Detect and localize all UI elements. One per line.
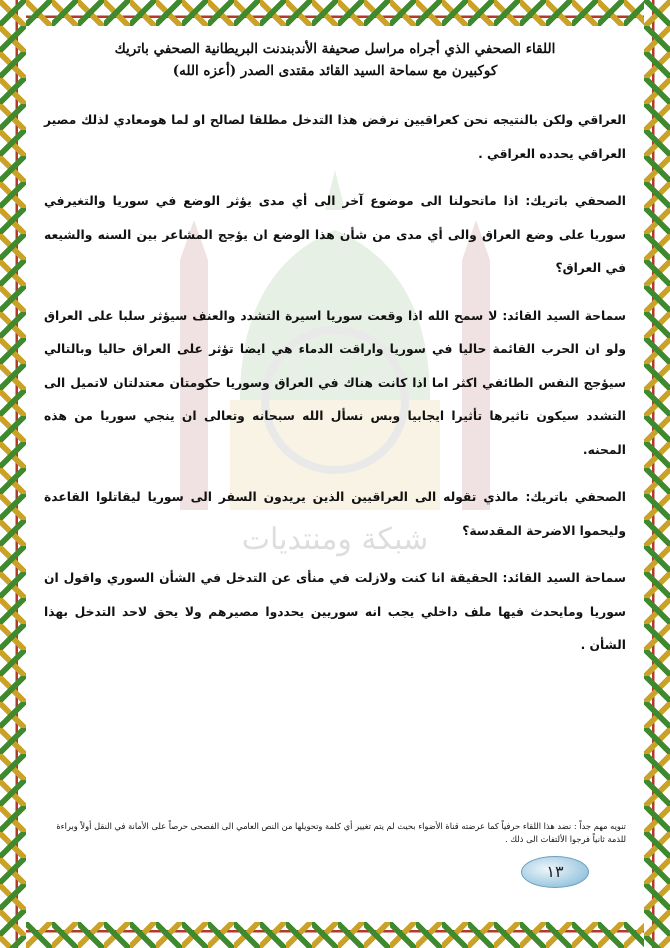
title-line-2: كوكبيرن مع سماحة السيد القائد مقتدى الصدر (أعزه الله) [172,63,498,79]
paragraph: سماحة السيد القائد: الحقيقة انا كنت ولازلت في منأى عن التدخل في الشأن السوري واقول ان سوريا ومايحدث فيها ملف داخلي يجب انه سوريين يحددوا مصيرهم ولا يحق لاحد التدخل بهذا الشأن . [44,571,626,652]
page-number-badge: ١٣ [521,856,589,888]
interview-body [44,104,626,677]
paragraph: سماحة السيد القائد: لا سمح الله اذا وقعت سوريا اسيرة التشدد والعنف سيؤثر سلبا على العراق ولو ان الحرب القائمة حاليا في سوريا واراقت الدماء هي ايضا تؤثر على العراق حاليا وبالتالي سيؤجج النفس الطائفي اكثر اما اذا كانت هناك في العراق وسوريا حكومتان معتدلتان لاتميل الى التشدد سيكون تاثيرها تأثيرا ايجابيا وبس نسأل الله سبحانه وتعالى ان ينجي سوريا من هذه المحنه. [44,308,626,457]
ornamental-border-bottom [0,922,670,948]
ornamental-border-left [0,0,26,948]
ornamental-border-right [644,0,670,948]
footnote: تنويه مهم جداً : نضد هذا اللقاء حرفياً كما عرضته قناة الأضواء بحيث لم يتم تغيير أي كلمة وتحويلها من النص العامي الى الفصحى حرصاً على الأمانة في النقل أولاً وبراءة للذمة ثانياً فرجوا الألتفات الى ذلك . [56,821,626,844]
paragraph: الصحفي باتريك: اذا ماتحولنا الى موضوع آخر الى أي مدى يؤثر الوضع في سوريا والتغيرفي سوريا على وضع العراق والى أي مدى من شأن هذا الوضع ان يؤجج المشاعر بين السنه والشيعه في العراق؟ [44,194,626,275]
title-line-1: اللقاء الصحفي الذي أجراه مراسل صحيفة الأندبندنت البريطانية الصحفي باتريك [114,41,556,57]
page-title [44,38,626,82]
watermark-text: شبكة ومنتديات [241,522,429,557]
ornamental-border-top [0,0,670,26]
paragraph: الصحفي باتريك: مالذي تقوله الى العراقيين الذين يريدون السفر الى سوريا ليقاتلوا القاعدة وليحموا الاضرحة المقدسة؟ [44,490,626,538]
paragraph: العراقي ولكن بالنتيجه نحن كعراقيين نرفض هذا التدخل مطلقا لصالح او لما هومعادي لذلك مصير العراقي يحدده العراقي . [44,113,626,161]
